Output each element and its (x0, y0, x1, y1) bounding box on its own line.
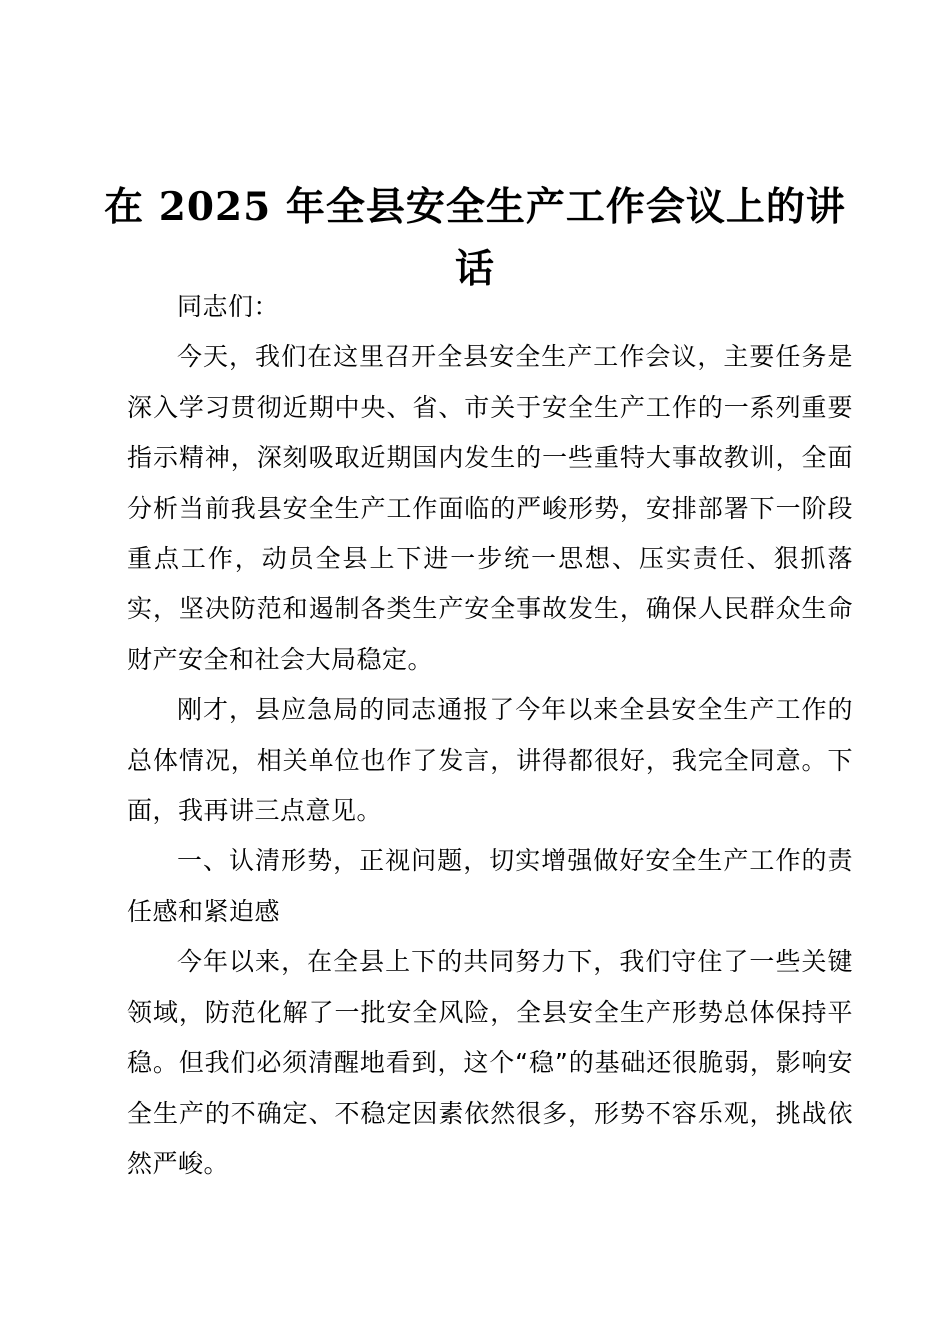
section-paragraph: 今年以来，在全县上下的共同努力下，我们守住了一些关键领域，防范化解了一批安全风险，全县安全生产形势总体保持平稳。但我们必须清醒地看到，这个“稳”的基础还很脆弱，影响安全生产的不确定、不稳定因素依然很多，形势不容乐观，挑战依然严峻。 (127, 947, 853, 1178)
paragraph-response: 刚才，县应急局的同志通报了今年以来全县安全生产工作的总体情况，相关单位也作了发言，讲得都很好，我完全同意。下面，我再讲三点意见。 (127, 695, 853, 826)
document-title: 在 2025 年全县安全生产工作会议上的讲话 (104, 184, 846, 292)
document-body (127, 282, 853, 1189)
salutation: 同志们： (177, 292, 280, 321)
section-heading: 一、认清形势，正视问题，切实增强做好安全生产工作的责任感和紧迫感 (127, 846, 853, 926)
paragraph-intro: 今天，我们在这里召开全县安全生产工作会议，主要任务是深入学习贯彻近期中央、省、市关于安全生产工作的一系列重要指示精神，深刻吸取近期国内发生的一些重特大事故教训，全面分析当前我县安全生产工作面临的严峻形势，安排部署下一阶段重点工作，动员全县上下进一步统一思想、压实责任、狠抓落实，坚决防范和遏制各类生产安全事故发生，确保人民群众生命财产安全和社会大局稳定。 (127, 342, 853, 674)
